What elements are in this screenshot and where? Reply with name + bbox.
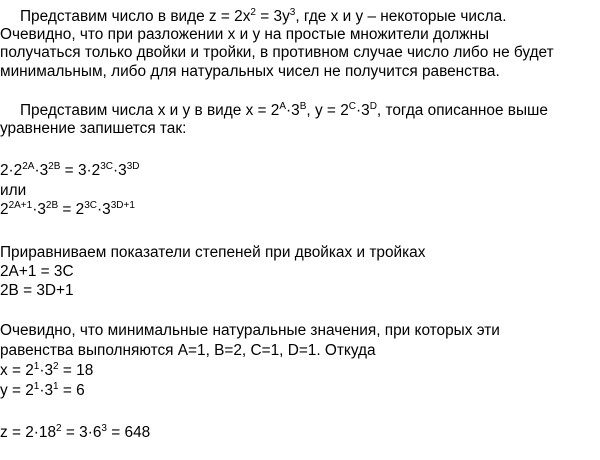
p2-line-1: Представим числа x и y в виде $x = 2^A\cdot 3^B$, $y = 2^C\cdot 3^D$, тогда описанное выше	[20, 100, 548, 119]
p2-line-2: уравнение запишется так:	[0, 120, 187, 137]
y-result: $y = 2^1\cdot 3^1 = 6$	[0, 380, 85, 399]
p4-line-2: равенства выполняются A=1, B=2, C=1, D=1. Откуда	[0, 342, 376, 359]
p1-line-3: получаться только двойки и тройки, в противном случае число либо не будет	[0, 44, 554, 61]
p3-line-1: Приравниваем показатели степеней при двойках и тройках	[0, 244, 426, 261]
p3-line-2: 2A+1 = 3C	[0, 263, 74, 280]
x-result: $x = 2^1\cdot 3^2 = 18$	[0, 360, 94, 379]
p3-line-3: 2B = 3D+1	[0, 282, 74, 299]
p1-line-1: Представим число в виде $z = 2x^2 = 3y^3$, где x и y – некоторые числа.	[20, 6, 507, 25]
p4-line-1: Очевидно, что минимальные натуральные значения, при которых эти	[0, 322, 500, 339]
p1-line-2: Очевидно, что при разложении x и y на простые множители должны	[0, 26, 490, 43]
or-word: или	[0, 182, 27, 199]
equation-2: $2^{2A+1}\cdot 3^{2B} = 2^{3C}\cdot 3^{3D+1}$	[0, 199, 135, 218]
z-result: $z = 2\cdot 18^2 = 3\cdot 6^3 = 648$	[0, 422, 151, 441]
p1-line-4: минимальным, либо для натуральных чисел не получится равенства.	[0, 63, 500, 80]
equation-1: $2\cdot 2^{2A}\cdot 3^{2B} = 3\cdot 2^{3C}\cdot 3^{3D}$	[0, 160, 140, 179]
